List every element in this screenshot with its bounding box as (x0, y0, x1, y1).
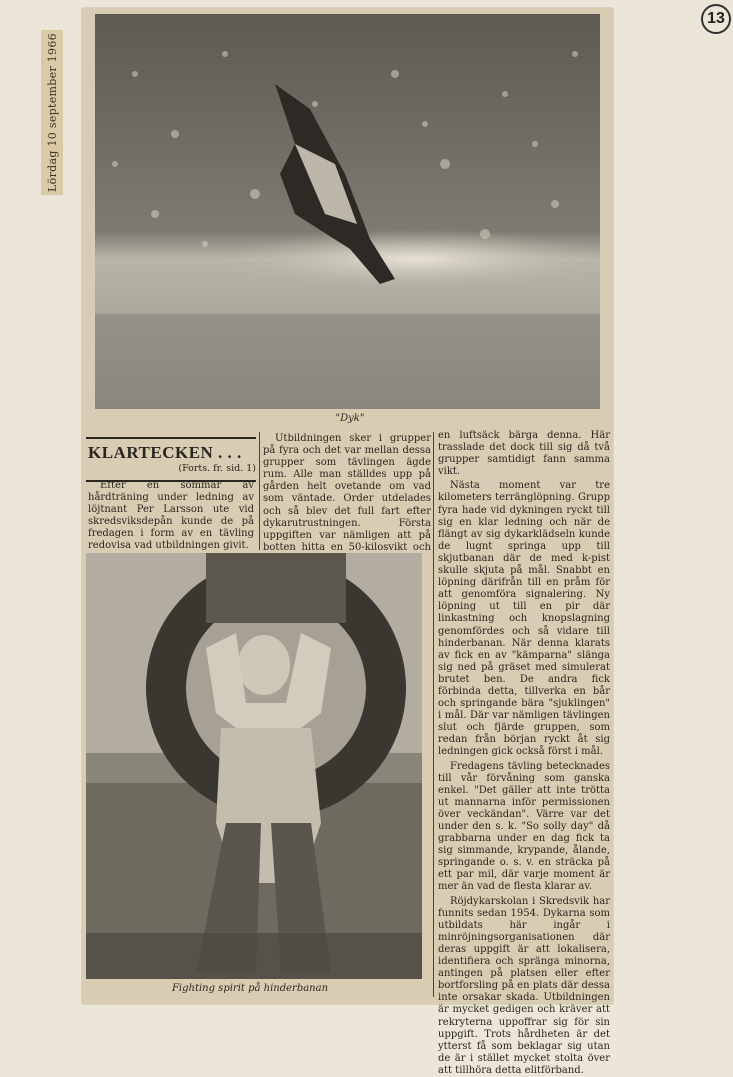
paragraph: Fredagens tävling betecknades till vår förvåning som ganska enkel. "Det gäller att inte trötta ut mannarna inför permissionen över veckändan". Värre var det under den s. k. "So solly day" då grabbarna under en dag fick ta sig simmande, krypande, ålande, springande o. s. v. en sträcka på ett par mil, där varje moment är mer än vad de flesta klarar av. (438, 760, 610, 893)
paragraph: en luftsäck bärga denna. Här trasslade det dock till sig då två grupper samtidigt fann samma vikt. (438, 430, 610, 478)
paragraph: Utbildningen sker i grupper på fyra och det var mellan dessa grupper som tävlingen ägde rum. Alle man ställdes upp på gården helt ovetande om vad som väntade. Order utdelades och så blev det full fart efter dykarutrustningen. Första uppgiften var nämligen att på botten hitta en 50-kilosvikt och (263, 433, 431, 553)
column-divider (259, 432, 260, 550)
photo-diver (95, 14, 600, 409)
headline: KLARTECKEN . . . (88, 443, 242, 462)
continuation-note: (Forts. fr. sid. 1) (178, 463, 256, 474)
column-divider (433, 432, 434, 997)
paragraph: Nästa moment var tre kilometers terränglöpning. Grupp fyra hade vid dykningen ryckt till sig en klar ledning och när de flängt av sig dykarklädseln kunde de lugnt springa upp till skjutbanan där de med k-pist skulle skjuta på mål. Snabbt en löpning därifrån till en pråm för att genomföra signalering. Ny löpning ut till en pir där linkastning och knopslagning genomfördes och så vidare till hinderbanan. När denna klarats av fick en av "kämparna" slänga sig ned på gräset med simulerat brutet ben. De andra fick förbinda detta, tillverka en bår och springande bära "sjuklingen" i mål. Där var nämligen tävlingen slut och fjärde gruppen, som redan från början ryckt åt sig ledningen gick också först i mål. (438, 480, 610, 758)
obstacle-photo-image (86, 553, 422, 979)
article-column-2 (263, 433, 431, 566)
paragraph: Röjdykarskolan i Skredsvik har funnits sedan 1954. Dykarna som utbildats här ingår i minröjningsorganisationen där deras uppgift är att lokalisera, identifiera och spränga minorna, antingen på platsen eller efter bortforsling på en plats där dessa inte orsakar skada. Utbildningen är mycket gedigen och kräver att rekryterna uppoffrar sig för sin uppgift. Trots hårdheten är det ytterst få som beklagar sig utan de är i stället mycket stolta över att tillhöra detta elitförband. (438, 895, 610, 1076)
diver-photo-image (95, 14, 600, 409)
date-label (41, 30, 63, 195)
article-headline-block (86, 437, 256, 482)
photo-obstacle-course (86, 553, 422, 979)
article-column-1 (88, 480, 254, 553)
date-text: Lördag 10 september 1966 (45, 33, 59, 192)
photo-caption-top: "Dyk" (335, 413, 365, 424)
paragraph: Efter en sommar av hårdträning under ledning av löjtnant Per Larsson ute vid skredsviksdepån kunde de på fredagen i form av en tävling redovisa vad utbildningen givit. (88, 480, 254, 552)
page-number: 13 (701, 4, 731, 34)
article-column-3 (438, 430, 610, 1077)
photo-caption-bottom: Fighting spirit på hinderbanan (171, 983, 329, 994)
